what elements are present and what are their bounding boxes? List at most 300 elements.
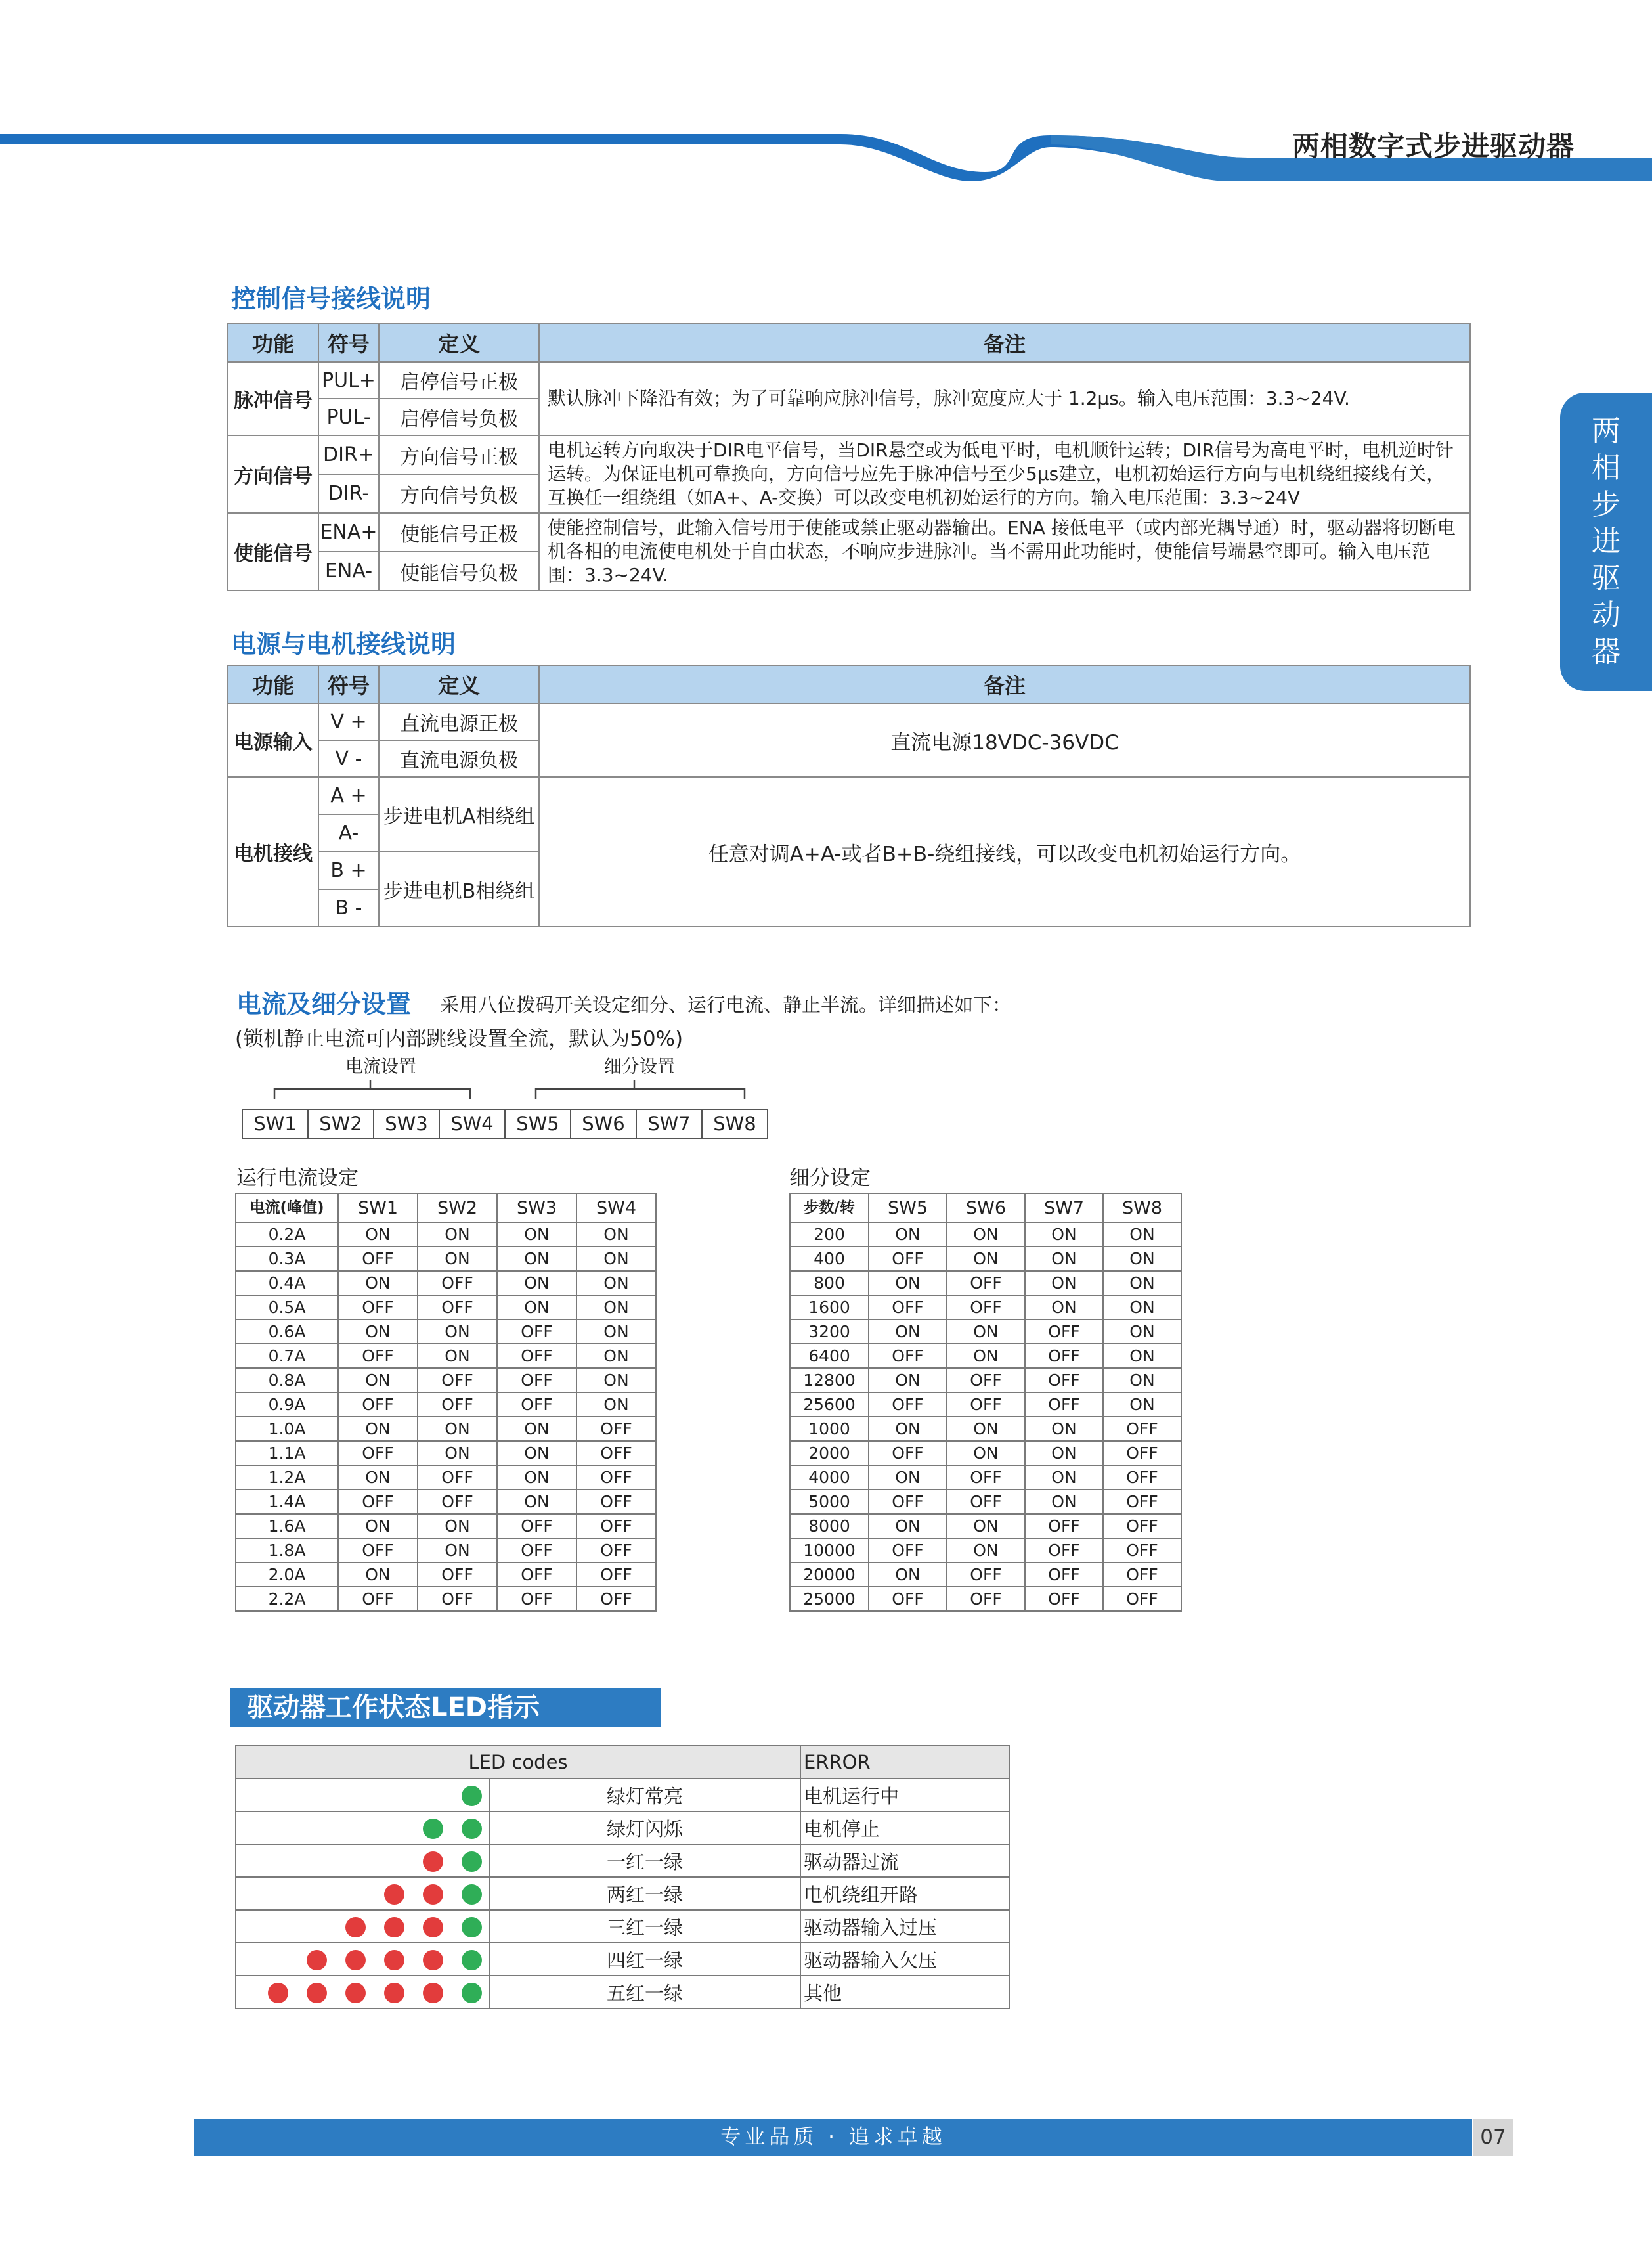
switch-state-cell: ON [869,1319,947,1344]
current-desc: 采用八位拨码开关设定细分、运行电流、静止半流。详细描述如下： [440,994,1012,1016]
switch-state-cell: ON [576,1271,656,1295]
switch-state-cell: OFF [497,1319,576,1344]
switch-state-cell: OFF [576,1514,656,1538]
switch-state-cell: OFF [338,1538,418,1562]
side-tab-char: 相 [1592,451,1620,485]
switch-state-cell: OFF [869,1295,947,1319]
remark-cell: 默认脉冲下降沿有效；为了可靠响应脉冲信号，脉冲宽度应大于 1.2μs。输入电压范围：3.3~24V. [539,362,1470,435]
value-cell: 1.6A [236,1514,338,1538]
switch-state-cell: ON [338,1271,418,1295]
table-row [228,362,1470,399]
switch-state-cell: ON [1103,1295,1181,1319]
def-cell: 方向信号正极 [379,435,539,474]
switch-state-cell: OFF [418,1392,497,1417]
led-indicator-cell [236,1976,489,2008]
led-table [235,1745,1010,2009]
def-cell: 使能信号负极 [379,552,539,590]
switch-state-cell: OFF [418,1295,497,1319]
symbol-cell: A- [318,814,379,852]
table-row [790,1392,1181,1417]
table-row [790,1538,1181,1562]
symbol-cell: PUL+ [318,362,379,399]
remark-cell: 使能控制信号，此输入信号用于使能或禁止驱动器输出。ENA 接低电平（或内部光耦导通）时，驱动器将切断电机各相的电流使电机处于自由状态，不响应步进脉冲。当不需用此功能时，使能信号端悬空即可。输入电压范围：3.3~24V. [539,513,1470,590]
red-led-icon [423,1950,443,1970]
value-cell: 2000 [790,1441,869,1465]
switch-state-cell: ON [497,1417,576,1441]
table-row [790,1368,1181,1392]
col-header: ERROR [800,1746,1009,1779]
switch-state-cell: OFF [1025,1319,1103,1344]
led-indicator-cell [236,1779,489,1811]
led-row [236,1943,1009,1976]
table-row [790,1295,1181,1319]
table-row [790,1587,1181,1611]
switch-state-cell: ON [869,1417,947,1441]
switch-state-cell: OFF [497,1587,576,1611]
switch-state-cell: ON [418,1319,497,1344]
switch-state-cell: OFF [1025,1344,1103,1368]
switch-state-cell: OFF [338,1587,418,1611]
switch-state-cell: OFF [1103,1514,1181,1538]
switch-state-cell: ON [1025,1295,1103,1319]
table-row [790,1247,1181,1271]
value-cell: 1.2A [236,1465,338,1490]
switch-state-cell: OFF [1025,1562,1103,1587]
table-row [236,1465,656,1490]
switch-state-cell: ON [1025,1441,1103,1465]
value-cell: 1000 [790,1417,869,1441]
switch-state-cell: ON [576,1368,656,1392]
col-header: SW2 [418,1193,497,1222]
microstep-table [789,1193,1182,1612]
col-header: SW5 [869,1193,947,1222]
func-cell: 电机接线 [228,777,318,927]
col-header: SW1 [338,1193,418,1222]
table-row [236,1368,656,1392]
green-led-icon [423,1819,443,1839]
switch-state-cell: ON [576,1319,656,1344]
microstep-title: 细分设定 [789,1166,871,1190]
led-indicator-cell [236,1811,489,1844]
col-header: SW8 [1103,1193,1181,1222]
switch-state-cell: ON [338,1465,418,1490]
table-row [236,1538,656,1562]
control-table [227,323,1471,591]
switch-state-cell: ON [869,1562,947,1587]
control-section-title: 控制信号接线说明 [231,284,431,313]
current-setting-label: 电流设置 [345,1057,416,1077]
value-cell: 1.0A [236,1417,338,1441]
def-cell: 启停信号正极 [379,362,539,399]
col-header: 备注 [539,324,1470,362]
switch-state-cell: OFF [947,1271,1025,1295]
switch-state-cell: ON [497,1295,576,1319]
col-header: 符号 [318,665,379,703]
col-header: 电流(峰值) [236,1193,338,1222]
switch-state-cell: OFF [1103,1441,1181,1465]
switch-state-cell: OFF [576,1490,656,1514]
value-cell: 6400 [790,1344,869,1368]
table-row [790,1344,1181,1368]
switch-state-cell: OFF [497,1368,576,1392]
switch-state-cell: OFF [418,1368,497,1392]
switch-state-cell: ON [947,1417,1025,1441]
switch-state-cell: ON [1025,1271,1103,1295]
switch-state-cell: ON [418,1344,497,1368]
table-row [790,1222,1181,1247]
led-code-cell: 绿灯常亮 [489,1779,800,1811]
led-row [236,1877,1009,1910]
switch-state-cell: OFF [338,1392,418,1417]
switch-state-cell: OFF [1025,1368,1103,1392]
red-led-icon [345,1950,366,1970]
switch-state-cell: ON [1103,1344,1181,1368]
value-cell: 20000 [790,1562,869,1587]
value-cell: 4000 [790,1465,869,1490]
switch-state-cell: ON [947,1514,1025,1538]
micro-setting-label: 细分设置 [604,1057,675,1077]
led-code-cell: 三红一绿 [489,1910,800,1943]
func-cell: 电源输入 [228,703,318,777]
switch-state-cell: OFF [338,1247,418,1271]
switch-state-cell: ON [497,1222,576,1247]
switch-state-cell: ON [418,1441,497,1465]
switch-state-cell: ON [576,1344,656,1368]
power-section-title: 电源与电机接线说明 [231,630,456,659]
switch-state-cell: OFF [869,1441,947,1465]
col-header: 定义 [379,324,539,362]
remark-cell: 电机运转方向取决于DIR电平信号，当DIR悬空或为低电平时，电机顺针运转；DIR信号为高电平时，电机逆时针运转。为保证电机可靠换向，方向信号应先于脉冲信号至少5μs建立，电机初始运行方向与电机绕组接线有关，互换任一组绕组（如A+、A-交换）可以改变电机初始运行的方向。输入电压范围：3.3~24V [539,435,1470,513]
table-row [790,1319,1181,1344]
switch-state-cell: OFF [1025,1587,1103,1611]
table-row [790,1490,1181,1514]
led-row [236,1910,1009,1943]
value-cell: 25000 [790,1587,869,1611]
value-cell: 2.2A [236,1587,338,1611]
run-current-table [235,1193,657,1612]
led-error-cell: 电机停止 [800,1811,1009,1844]
table-row [236,1319,656,1344]
switch-state-cell: OFF [1103,1417,1181,1441]
value-cell: 1.4A [236,1490,338,1514]
power-header-row [228,665,1470,703]
switch-state-cell: OFF [497,1538,576,1562]
switch-state-cell: ON [869,1514,947,1538]
col-header: SW4 [576,1193,656,1222]
switch-state-cell: OFF [869,1247,947,1271]
led-header-row [236,1746,1009,1779]
value-cell: 1.8A [236,1538,338,1562]
table-row [790,1417,1181,1441]
led-indicator-cell [236,1943,489,1976]
red-led-icon [384,1983,404,2003]
symbol-cell: ENA- [318,552,379,590]
symbol-cell: V + [318,703,379,740]
led-error-cell: 驱动器过流 [800,1844,1009,1877]
red-led-icon [345,1917,366,1937]
switch-state-cell: ON [497,1271,576,1295]
table-row [236,1295,656,1319]
led-indicator-cell [236,1844,489,1877]
led-row [236,1976,1009,2008]
remark-cell: 任意对调A+A-或者B+B-绕组接线，可以改变电机初始运行方向。 [539,777,1470,927]
switch-state-cell: OFF [497,1514,576,1538]
switch-state-cell: ON [576,1295,656,1319]
switch-state-cell: ON [497,1247,576,1271]
dip-switch: SW1 [242,1109,308,1138]
symbol-cell: V - [318,740,379,777]
switch-state-cell: ON [1025,1247,1103,1271]
led-error-cell: 驱动器输入过压 [800,1910,1009,1943]
value-cell: 800 [790,1271,869,1295]
def-cell: 使能信号正极 [379,513,539,552]
header-title: 两相数字式步进驱动器 [1292,130,1575,162]
side-tab-char: 动 [1592,598,1620,632]
switch-state-cell: ON [1103,1247,1181,1271]
value-cell: 1600 [790,1295,869,1319]
symbol-cell: B - [318,889,379,927]
table-row [236,1562,656,1587]
switch-state-cell: ON [1103,1319,1181,1344]
def-cell: 直流电源正极 [379,703,539,740]
led-error-cell: 电机绕组开路 [800,1877,1009,1910]
led-row [236,1844,1009,1877]
value-cell: 400 [790,1247,869,1271]
side-tab-char: 两 [1592,414,1620,448]
switch-state-cell: OFF [869,1587,947,1611]
switch-state-cell: OFF [576,1562,656,1587]
table-row [790,1514,1181,1538]
page-number: 07 [1473,2119,1513,2156]
value-cell: 0.3A [236,1247,338,1271]
red-led-icon [384,1884,404,1905]
value-cell: 3200 [790,1319,869,1344]
switch-state-cell: OFF [338,1490,418,1514]
green-led-icon [462,1819,482,1839]
switch-state-cell: OFF [947,1490,1025,1514]
red-led-icon [384,1917,404,1937]
switch-state-cell: OFF [869,1392,947,1417]
def-cell: 直流电源负极 [379,740,539,777]
value-cell: 5000 [790,1490,869,1514]
switch-state-cell: ON [869,1271,947,1295]
table-row [790,1465,1181,1490]
table-row [790,1441,1181,1465]
value-cell: 0.7A [236,1344,338,1368]
switch-state-cell: OFF [947,1392,1025,1417]
switch-state-cell: OFF [576,1465,656,1490]
switch-state-cell: ON [338,1514,418,1538]
switch-state-cell: OFF [947,1465,1025,1490]
switch-state-cell: OFF [1103,1538,1181,1562]
value-cell: 200 [790,1222,869,1247]
switch-state-cell: ON [1025,1465,1103,1490]
switch-state-cell: ON [869,1222,947,1247]
side-tab-char: 进 [1592,525,1620,558]
side-tab-char: 步 [1592,488,1620,521]
switch-state-cell: OFF [869,1344,947,1368]
switch-state-cell: OFF [947,1562,1025,1587]
switch-state-cell: ON [947,1441,1025,1465]
table-row [790,1271,1181,1295]
func-cell: 使能信号 [228,513,318,590]
dip-switch: SW8 [702,1109,768,1138]
table-row [236,1490,656,1514]
value-cell: 0.5A [236,1295,338,1319]
switch-state-cell: OFF [497,1392,576,1417]
switch-state-cell: ON [338,1417,418,1441]
switch-state-cell: ON [947,1247,1025,1271]
power-table [227,665,1471,927]
switch-state-cell: OFF [1025,1392,1103,1417]
switch-state-cell: OFF [497,1344,576,1368]
switch-state-cell: OFF [1025,1514,1103,1538]
side-tab-char: 器 [1592,635,1620,669]
table-row [228,435,1470,474]
def-cell: 方向信号负极 [379,474,539,513]
switch-state-cell: OFF [418,1490,497,1514]
dip-switch: SW2 [308,1109,374,1138]
switch-state-cell: ON [947,1319,1025,1344]
switch-state-cell: OFF [576,1538,656,1562]
switch-state-cell: ON [576,1222,656,1247]
col-header: 步数/转 [790,1193,869,1222]
switch-state-cell: ON [576,1247,656,1271]
value-cell: 0.2A [236,1222,338,1247]
switch-state-cell: ON [1103,1368,1181,1392]
led-code-cell: 五红一绿 [489,1976,800,2008]
func-cell: 方向信号 [228,435,318,513]
red-led-icon [384,1950,404,1970]
switch-state-cell: OFF [418,1465,497,1490]
switch-state-cell: OFF [1103,1490,1181,1514]
table-row [236,1392,656,1417]
value-cell: 1.1A [236,1441,338,1465]
value-cell: 0.9A [236,1392,338,1417]
red-led-icon [345,1983,366,2003]
green-led-icon [462,1950,482,1970]
remark-cell: 直流电源18VDC-36VDC [539,703,1470,777]
col-header: SW3 [497,1193,576,1222]
col-header: 功能 [228,665,318,703]
value-cell: 0.8A [236,1368,338,1392]
green-led-icon [462,1851,482,1872]
switch-state-cell: OFF [576,1587,656,1611]
symbol-cell: B + [318,852,379,889]
green-led-icon [462,1884,482,1905]
table-row [236,1514,656,1538]
led-row [236,1811,1009,1844]
current-note: (锁机静止电流可内部跳线设置全流，默认为50%) [235,1027,684,1051]
red-led-icon [268,1983,288,2003]
switch-state-cell: ON [497,1490,576,1514]
side-tab [1560,393,1652,691]
switch-state-cell: ON [418,1514,497,1538]
col-header: 符号 [318,324,379,362]
switch-state-cell: ON [497,1441,576,1465]
switch-state-cell: OFF [947,1295,1025,1319]
table-row [228,777,1470,814]
switch-state-cell: ON [947,1222,1025,1247]
value-cell: 10000 [790,1538,869,1562]
switch-state-cell: ON [869,1465,947,1490]
led-code-cell: 两红一绿 [489,1877,800,1910]
switch-state-cell: OFF [869,1490,947,1514]
table-row [236,1441,656,1465]
table-row [790,1562,1181,1587]
switch-state-cell: ON [1025,1222,1103,1247]
switch-state-cell: ON [947,1344,1025,1368]
led-error-cell: 电机运行中 [800,1779,1009,1811]
microstep-header-row [790,1193,1181,1222]
def-cell: 步进电机A相绕组 [379,777,539,852]
dip-braces [242,1074,775,1107]
func-cell: 脉冲信号 [228,362,318,435]
switch-state-cell: OFF [869,1538,947,1562]
def-cell: 启停信号负极 [379,399,539,435]
red-led-icon [423,1917,443,1937]
switch-state-cell: OFF [1025,1538,1103,1562]
switch-state-cell: ON [418,1417,497,1441]
dip-switch: SW3 [374,1109,439,1138]
switch-state-cell: OFF [576,1441,656,1465]
col-header: SW7 [1025,1193,1103,1222]
value-cell: 25600 [790,1392,869,1417]
switch-state-cell: OFF [418,1562,497,1587]
symbol-cell: PUL- [318,399,379,435]
table-row [228,703,1470,740]
table-row [236,1222,656,1247]
switch-state-cell: OFF [1103,1465,1181,1490]
switch-state-cell: ON [338,1368,418,1392]
switch-state-cell: ON [869,1368,947,1392]
control-header-row [228,324,1470,362]
switch-state-cell: OFF [576,1417,656,1441]
switch-state-cell: ON [338,1562,418,1587]
table-row [236,1344,656,1368]
switch-state-cell: OFF [338,1344,418,1368]
led-indicator-cell [236,1877,489,1910]
side-tab-char: 驱 [1592,562,1620,595]
dip-switch: SW4 [439,1109,505,1138]
led-code-cell: 一红一绿 [489,1844,800,1877]
red-led-icon [423,1851,443,1872]
value-cell: 0.6A [236,1319,338,1344]
switch-state-cell: ON [338,1222,418,1247]
def-cell: 步进电机B相绕组 [379,852,539,927]
led-section-title: 驱动器工作状态LED指示 [230,1688,661,1727]
led-error-cell: 其他 [800,1976,1009,2008]
switch-state-cell: ON [576,1392,656,1417]
switch-state-cell: OFF [338,1441,418,1465]
green-led-icon [462,1917,482,1937]
col-header: 备注 [539,665,1470,703]
green-led-icon [462,1983,482,2003]
run-current-title: 运行电流设定 [236,1166,359,1190]
table-row [228,513,1470,552]
switch-state-cell: ON [418,1538,497,1562]
dip-switch: SW5 [505,1109,571,1138]
switch-state-cell: ON [418,1222,497,1247]
switch-state-cell: OFF [497,1562,576,1587]
switch-state-cell: ON [1025,1417,1103,1441]
footer-slogan: 专业品质 · 追求卓越 [194,2119,1472,2156]
col-header: SW6 [947,1193,1025,1222]
switch-state-cell: ON [1103,1392,1181,1417]
col-header: 功能 [228,324,318,362]
value-cell: 2.0A [236,1562,338,1587]
switch-state-cell: ON [497,1465,576,1490]
